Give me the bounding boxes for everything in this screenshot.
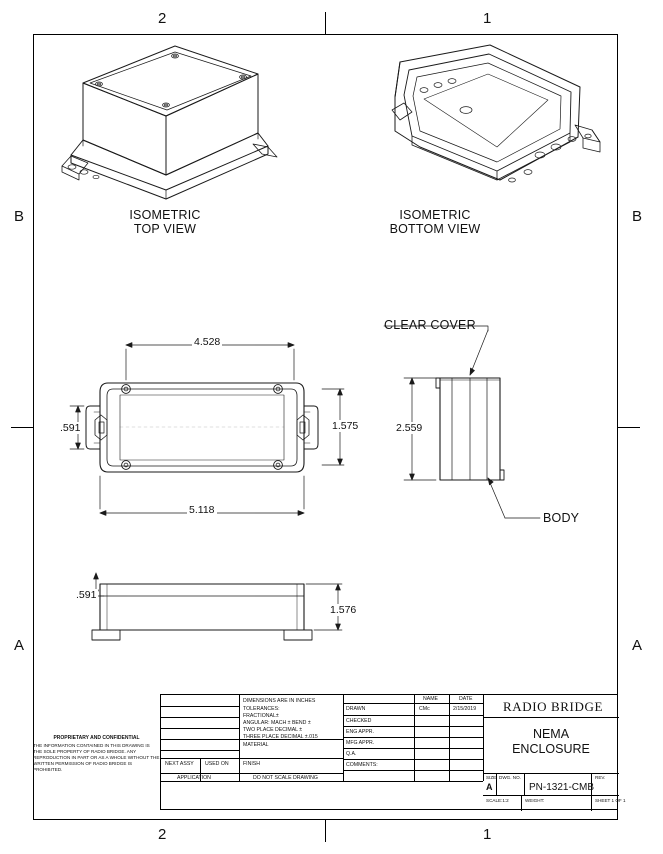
dimension-value-1576: 1.576 xyxy=(330,604,357,616)
field-do-not-scale: DO NOT SCALE DRAWING xyxy=(253,775,318,781)
note-angular: ANGULAR: MACH ± BEND ± xyxy=(243,720,311,726)
dimension-4528 xyxy=(126,343,294,380)
field-finish: FINISH xyxy=(243,761,261,767)
rev-label: REV. xyxy=(595,775,606,780)
isometric-top-view-label-line1: ISOMETRIC xyxy=(129,208,201,222)
title-block xyxy=(160,694,626,810)
dimension-value-0591-plan: .591 xyxy=(60,422,81,434)
isometric-bottom-view-label-line2: BOTTOM VIEW xyxy=(389,222,481,236)
side-view-geometry xyxy=(436,378,504,480)
scale-value: SCALE:1:2 xyxy=(486,798,509,803)
dimension-value-0591-front: .591 xyxy=(76,589,97,601)
dwg-no-label: DWG. NO. xyxy=(499,775,521,780)
note-three-place: THREE PLACE DECIMAL ±.015 xyxy=(243,734,318,740)
clear-cover-label: CLEAR COVER xyxy=(384,318,476,332)
drawing-title-line2: ENCLOSURE xyxy=(512,742,590,756)
note-units: DIMENSIONS ARE IN INCHES xyxy=(243,698,316,704)
signoff-name-drawn: CMc xyxy=(419,706,430,712)
plan-view-geometry xyxy=(86,383,318,472)
note-tolerances: TOLERANCES: xyxy=(243,706,280,712)
size-label: SIZE xyxy=(486,775,497,780)
signoff-label-drawn: DRAWN xyxy=(346,706,366,712)
field-used-on: USED ON xyxy=(205,761,229,767)
leader-clear-cover xyxy=(384,326,488,375)
drawing-title-line1: NEMA xyxy=(532,727,570,741)
dimension-value-1575: 1.575 xyxy=(332,420,359,432)
signoff-date-drawn: 2/15/2019 xyxy=(453,706,477,712)
dimension-value-5118: 5.118 xyxy=(189,504,215,516)
note-fractional: FRACTIONAL± xyxy=(243,713,279,719)
isometric-bottom-view-label-line1: ISOMETRIC xyxy=(399,208,471,222)
dimension-value-2559: 2.559 xyxy=(396,422,423,434)
zone-label-left-a: A xyxy=(14,637,25,654)
signoff-header-date: DATE xyxy=(459,696,473,702)
isometric-top-view-geometry xyxy=(62,46,277,199)
field-material: MATERIAL xyxy=(243,742,269,748)
size-value: A xyxy=(486,782,493,792)
signoff-label-eng-appr: ENG APPR. xyxy=(346,729,374,735)
company-name: RADIO BRIDGE xyxy=(503,699,604,714)
zone-label-right-b: B xyxy=(632,208,643,225)
front-view-geometry xyxy=(92,584,312,640)
sheet-value: SHEET 1 OF 1 xyxy=(595,798,626,803)
signoff-header-name: NAME xyxy=(423,696,438,702)
body-label: BODY xyxy=(543,511,580,525)
signoff-label-qa: Q.A. xyxy=(346,751,357,757)
proprietary-note-body: THE INFORMATION CONTAINED IN THIS DRAWING IS THE SOLE PROPERTY OF RADIO BRIDGE. ANY REPRODUCTION IN PART OR AS A WHOLE WITHOUT THE WRITTEN PERMISSION OF RADIO BRIDGE IS PROHIBITED. xyxy=(33,743,160,773)
zone-label-bottom-1: 1 xyxy=(483,826,492,843)
note-two-place: TWO PLACE DECIMAL ± xyxy=(243,727,303,733)
signoff-label-mfg-appr: MFG APPR. xyxy=(346,740,375,746)
proprietary-note-heading: PROPRIETARY AND CONFIDENTIAL xyxy=(53,735,140,741)
zone-label-right-a: A xyxy=(632,637,643,654)
isometric-bottom-view-geometry xyxy=(392,45,600,182)
weight-value: WEIGHT: xyxy=(525,798,545,803)
zone-label-bottom-2: 2 xyxy=(158,826,167,843)
signoff-label-checked: CHECKED xyxy=(346,718,372,724)
field-next-assy: NEXT ASSY xyxy=(165,761,194,767)
proprietary-note xyxy=(33,735,160,810)
field-application: APPLICATION xyxy=(177,775,211,781)
leader-body xyxy=(488,478,540,518)
signoff-label-comments: COMMENTS: xyxy=(346,762,378,768)
dimension-value-4528: 4.528 xyxy=(194,336,221,348)
zone-label-left-b: B xyxy=(14,208,25,225)
zone-label-top-2: 2 xyxy=(158,10,167,27)
zone-label-top-1: 1 xyxy=(483,10,492,27)
isometric-top-view-label-line2: TOP VIEW xyxy=(133,222,197,236)
part-number: PN-1321-CMB xyxy=(529,782,595,793)
